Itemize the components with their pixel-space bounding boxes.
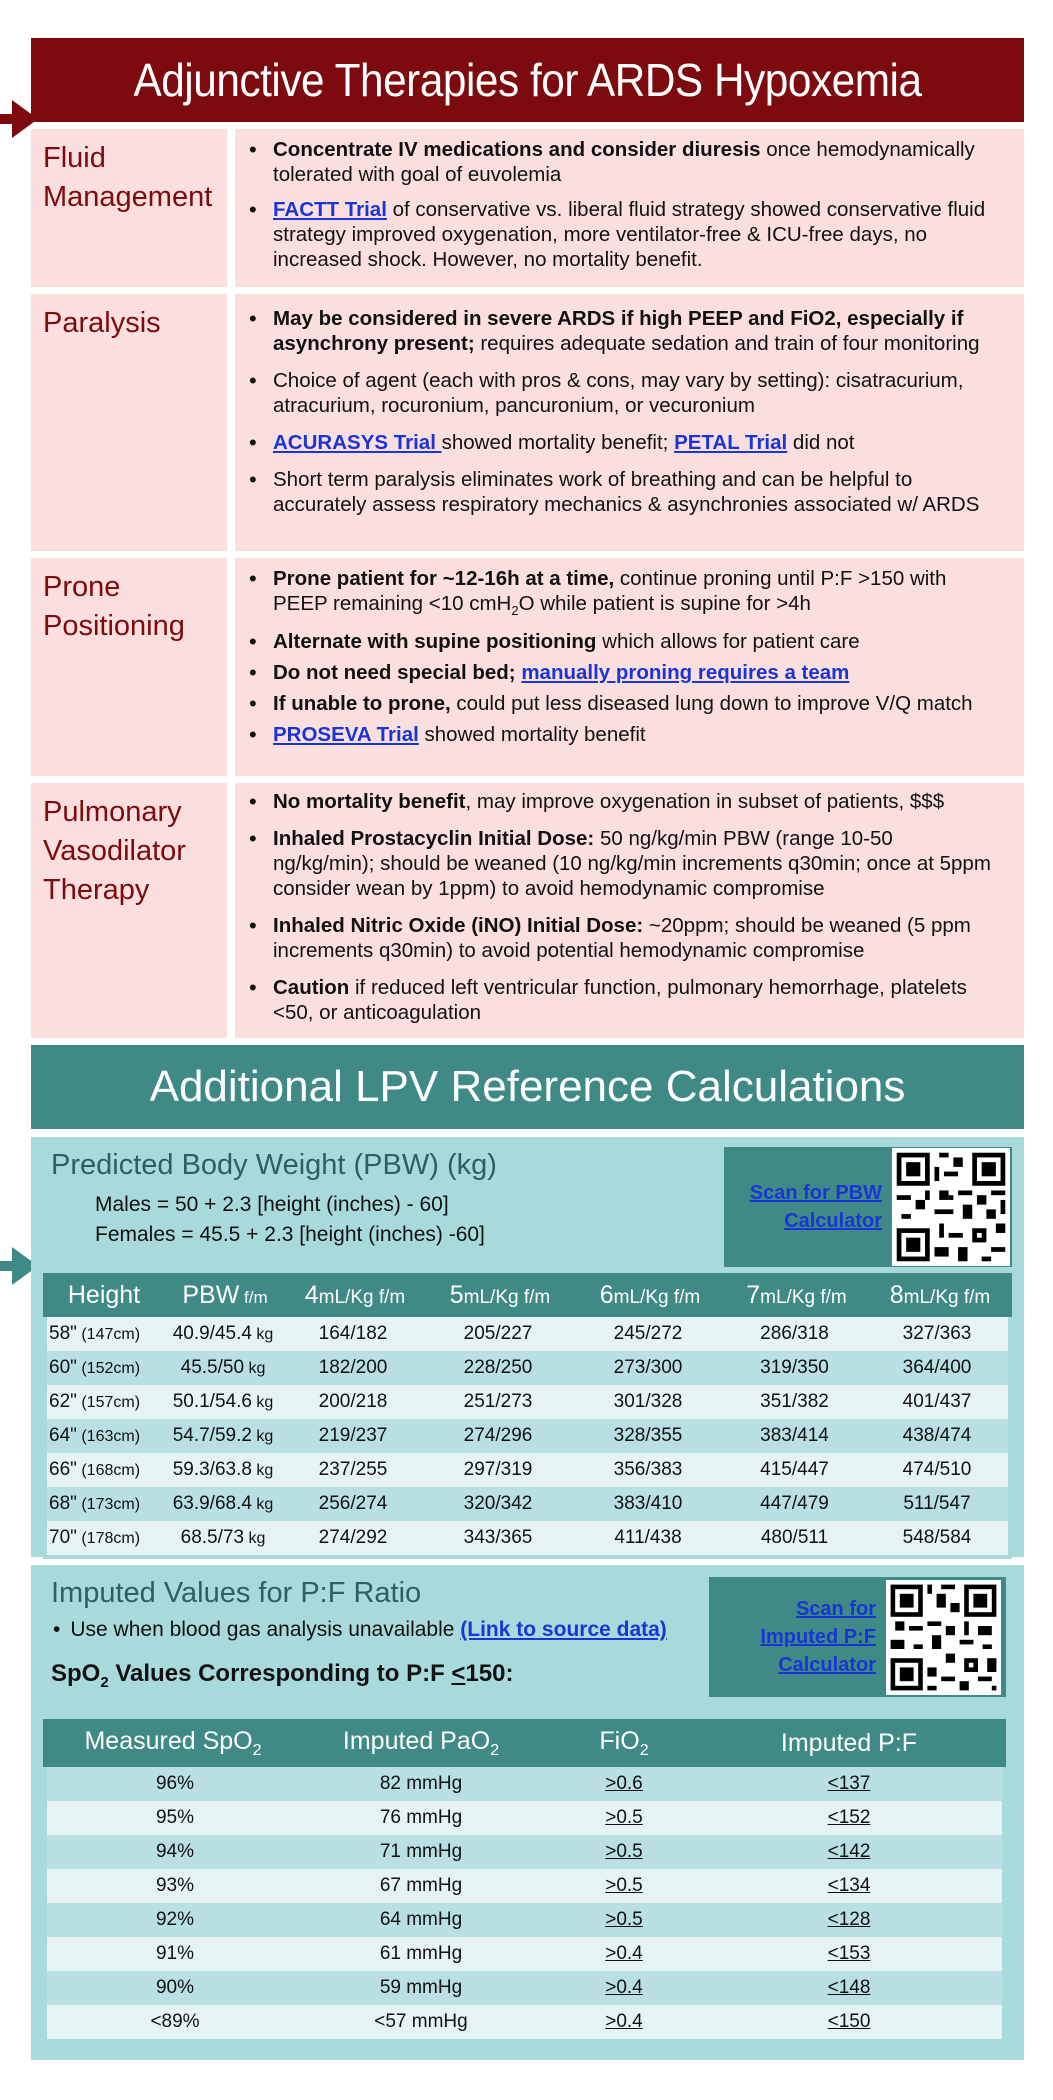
bullet-item	[249, 789, 994, 814]
bullet-item	[249, 975, 994, 1025]
bullet-item	[249, 722, 994, 747]
table-row	[47, 2005, 1002, 2039]
cell-pf: <137	[827, 1773, 871, 1794]
cell-5ml: 205/227	[463, 1323, 533, 1344]
cell-8ml: 438/474	[902, 1425, 972, 1446]
cell-6ml: 383/410	[613, 1493, 683, 1514]
cell-pf: <148	[827, 1977, 871, 1998]
cell-pao2: 71 mmHg	[379, 1841, 463, 1862]
cell-spo2: 95%	[155, 1807, 195, 1828]
cell-pbw: 50.1/54.6 kg	[172, 1391, 274, 1412]
bullet-bold: Prone patient for ~12-16h at a time,	[273, 567, 615, 590]
section-label: Paralysis	[31, 294, 227, 551]
table-row	[47, 1521, 1008, 1555]
pbw-panel	[31, 1137, 1024, 1557]
factt-trial-link[interactable]: FACTT Trial	[273, 198, 387, 221]
cell-6ml: 411/438	[614, 1527, 682, 1548]
cell-4ml: 164/182	[318, 1323, 388, 1344]
col-imputed-pao2: Imputed PaO$_2$	[342, 1726, 500, 1759]
pf-title: Imputed Values for P:F Ratio	[51, 1577, 422, 1609]
cell-pao2: 67 mmHg	[379, 1875, 463, 1896]
bullet-item	[249, 430, 994, 455]
section-fluid-management	[31, 129, 1024, 287]
bullet-bold: Caution	[273, 976, 350, 999]
qr-code-icon	[886, 1580, 1001, 1695]
cell-fio2: >0.6	[605, 1773, 643, 1794]
subscript: 2	[511, 603, 519, 619]
source-data-link[interactable]: (Link to source data)	[460, 1618, 667, 1641]
bullet-text: showed mortality benefit	[418, 723, 646, 747]
cell-6ml: 245/272	[613, 1323, 683, 1344]
cell-pbw: 40.9/45.4 kg	[172, 1323, 274, 1344]
bullet-text: did not	[787, 431, 855, 454]
cell-pbw: 59.3/63.8 kg	[172, 1459, 274, 1480]
bullet-item	[249, 566, 994, 623]
bullet-item	[249, 467, 994, 517]
cell-pf: <142	[827, 1841, 871, 1862]
table-row	[47, 1869, 1002, 1903]
section-body	[235, 294, 1024, 551]
bullet-text: could put less diseased lung down to improve V/Q match	[450, 692, 973, 716]
cell-fio2: >0.4	[605, 2011, 643, 2032]
cell-4ml: 256/274	[318, 1493, 388, 1514]
cell-5ml: 251/273	[463, 1391, 533, 1412]
bullet-text: if reduced left ventricular function, pulmonary hemorrhage, platelets <50, or anticoagulation	[273, 976, 967, 1024]
bullet-bold: Inhaled Nitric Oxide (iNO) Initial Dose:	[273, 914, 644, 937]
section-body	[235, 129, 1024, 287]
cell-8ml: 511/547	[903, 1493, 971, 1514]
pf-calculator-link[interactable]: Scan for Imputed P:F Calculator	[760, 1598, 876, 1676]
bullet-text: ~20ppm; should be weaned (5 ppm increments q30min) to avoid potential hemodynamic compromise	[273, 914, 971, 962]
cell-height: 60" (152cm)	[49, 1357, 141, 1378]
cell-spo2: 90%	[155, 1977, 195, 1998]
bullet-bold: May be considered in severe ARDS if high PEEP and FiO2, especially if asynchrony present;	[273, 307, 964, 355]
cell-8ml: 327/363	[902, 1323, 972, 1344]
cell-fio2: >0.5	[605, 1807, 643, 1828]
cell-6ml: 328/355	[613, 1425, 683, 1446]
table-row	[47, 1971, 1002, 2005]
table-row	[47, 1903, 1002, 1937]
table-row	[47, 1385, 1008, 1419]
bullet-item	[249, 691, 994, 716]
pbw-formula-males: Males = 50 + 2.3 [height (inches) - 60]	[95, 1193, 449, 1216]
cell-height: 62" (157cm)	[49, 1391, 141, 1412]
cell-pao2: 61 mmHg	[379, 1943, 463, 1964]
cell-fio2: >0.4	[605, 1943, 643, 1964]
bullet-text: once hemodynamically tolerated with goal of euvolemia	[273, 138, 975, 186]
cell-pf: <134	[827, 1875, 871, 1896]
table-row	[47, 1317, 1008, 1351]
cell-height: 68" (173cm)	[49, 1493, 141, 1514]
cell-8ml: 474/510	[902, 1459, 972, 1480]
cell-pbw: 45.5/50 kg	[180, 1357, 266, 1378]
cell-4ml: 200/218	[318, 1391, 388, 1412]
cell-fio2: >0.4	[605, 1977, 643, 1998]
section-body	[235, 783, 1024, 1038]
pbw-table-header	[43, 1273, 1012, 1317]
bullet-text: Short term paralysis eliminates work of breathing and can be helpful to accurately assess respiratory mechanics & asynchronies associated w/ ARDS	[273, 468, 980, 516]
petal-trial-link[interactable]: PETAL Trial	[674, 431, 788, 454]
bullet-text: Use when blood gas analysis unavailable	[70, 1618, 461, 1641]
bullet-item	[249, 137, 994, 187]
bullet-text: O while patient is supine for >4h	[518, 592, 811, 615]
bullet-item	[249, 826, 994, 901]
pbw-table	[43, 1273, 1012, 1559]
bullet-text: Choice of agent (each with pros & cons, may vary by setting): cisatracurium, atracurium, rocuronium, pancuronium, or vecuronium	[273, 369, 964, 417]
pbw-formula-females: Females = 45.5 + 2.3 [height (inches) -60]	[95, 1223, 485, 1246]
cell-height: 58" (147cm)	[49, 1323, 141, 1344]
bullet-text: , may improve oxygenation in subset of patients, $$$	[465, 790, 945, 813]
cell-7ml: 351/382	[760, 1391, 829, 1412]
section-label: Prone Positioning	[31, 558, 227, 776]
cell-7ml: 447/479	[760, 1493, 829, 1514]
cell-pf: <152	[827, 1807, 871, 1828]
bullet-item	[249, 306, 994, 356]
section-paralysis	[31, 294, 1024, 551]
cell-fio2: >0.5	[605, 1841, 643, 1862]
cell-height: 70" (178cm)	[49, 1527, 141, 1548]
manual-proning-link[interactable]: manually proning requires a team	[521, 661, 850, 685]
cell-pao2: 64 mmHg	[379, 1909, 463, 1930]
bullet-item	[249, 197, 994, 272]
bullet-bold: Concentrate IV medications and consider diuresis	[273, 138, 761, 161]
table-row	[47, 1419, 1008, 1453]
pf-subheading: SpO$_2$ Values Corresponding to P:F <150:	[51, 1660, 514, 1691]
pbw-table-rows	[43, 1317, 1012, 1559]
bullet-text: showed mortality benefit;	[441, 431, 675, 454]
lpv-section-title: Additional LPV Reference Calculations	[31, 1045, 1024, 1129]
table-row	[47, 1801, 1002, 1835]
pbw-qr-card[interactable]	[724, 1147, 1012, 1267]
table-row	[47, 1487, 1008, 1521]
cell-pbw: 54.7/59.2 kg	[172, 1425, 274, 1446]
col-5ml: 5mL/Kg f/m	[449, 1280, 551, 1309]
acurasys-trial-link[interactable]: ACURASYS Trial	[273, 431, 442, 454]
cell-fio2: >0.5	[605, 1875, 643, 1896]
page	[31, 38, 1024, 2060]
cell-spo2: 93%	[155, 1875, 195, 1896]
proseva-trial-link[interactable]: PROSEVA Trial	[273, 723, 419, 747]
cell-7ml: 480/511	[760, 1527, 829, 1548]
pf-qr-card[interactable]	[709, 1577, 1006, 1697]
cell-4ml: 274/292	[318, 1527, 388, 1548]
pbw-title: Predicted Body Weight (PBW) (kg)	[51, 1149, 497, 1181]
table-row	[47, 1351, 1008, 1385]
cell-4ml: 237/255	[318, 1459, 388, 1480]
bullet-item	[249, 368, 994, 418]
cell-5ml: 274/296	[463, 1425, 533, 1446]
cell-6ml: 356/383	[613, 1459, 683, 1480]
cell-4ml: 219/237	[318, 1425, 388, 1446]
cell-6ml: 273/300	[613, 1357, 683, 1378]
bullet-dot: •	[53, 1618, 61, 1641]
section-label: Pulmonary Vasodilator Therapy	[31, 783, 227, 1038]
bullet-bold: No mortality benefit	[273, 790, 466, 813]
title-banner	[31, 38, 1024, 122]
cell-7ml: 383/414	[760, 1425, 829, 1446]
section-body	[235, 558, 1024, 776]
cell-pao2: 82 mmHg	[379, 1773, 463, 1794]
cell-spo2: 91%	[155, 1943, 195, 1964]
qr-code-icon	[892, 1148, 1010, 1266]
col-measured-spo2: Measured SpO$_2$	[84, 1726, 262, 1759]
col-imputed-pf: Imputed P:F	[780, 1728, 918, 1757]
cell-5ml: 320/342	[463, 1493, 533, 1514]
cell-height: 66" (168cm)	[49, 1459, 141, 1480]
bullet-item	[249, 660, 994, 685]
col-height: Height	[67, 1280, 141, 1309]
table-row	[47, 1937, 1002, 1971]
col-8ml: 8mL/Kg f/m	[889, 1280, 991, 1309]
cell-pao2: 76 mmHg	[379, 1807, 463, 1828]
cell-spo2: 92%	[155, 1909, 195, 1930]
cell-5ml: 297/319	[463, 1459, 533, 1480]
cell-8ml: 548/584	[902, 1527, 972, 1548]
cell-spo2: 94%	[155, 1841, 195, 1862]
section-label: Fluid Management	[31, 129, 227, 287]
bullet-text: requires adequate sedation and train of four monitoring	[474, 332, 980, 355]
bullet-item	[249, 629, 994, 654]
col-7ml: 7mL/Kg f/m	[746, 1280, 847, 1309]
cell-spo2: 96%	[155, 1773, 195, 1794]
cell-height: 64" (163cm)	[49, 1425, 141, 1446]
table-row	[47, 1767, 1002, 1801]
cell-5ml: 228/250	[463, 1357, 533, 1378]
bullet-text: of conservative vs. liberal fluid strategy showed conservative fluid strategy improved oxygenation, more ventilator-free & ICU-free days, no increased shock. However, no mortality benefit.	[273, 198, 986, 271]
cell-pf: <150	[827, 2011, 871, 2032]
bullet-item	[249, 913, 994, 963]
cell-6ml: 301/328	[613, 1391, 683, 1412]
col-6ml: 6mL/Kg f/m	[599, 1280, 701, 1309]
cell-pao2: 59 mmHg	[379, 1977, 463, 1998]
table-row	[47, 1453, 1008, 1487]
cell-8ml: 364/400	[902, 1357, 972, 1378]
bullet-bold: Do not need special bed;	[273, 661, 522, 685]
cell-pbw: 68.5/73 kg	[180, 1527, 266, 1548]
col-4ml: 4mL/Kg f/m	[304, 1280, 406, 1309]
cell-7ml: 415/447	[760, 1459, 829, 1480]
bullet-bold: Inhaled Prostacyclin Initial Dose:	[273, 827, 595, 850]
pf-table-header	[43, 1719, 1006, 1767]
cell-8ml: 401/437	[902, 1391, 972, 1412]
cell-7ml: 286/318	[760, 1323, 829, 1344]
cell-5ml: 343/365	[463, 1527, 533, 1548]
cell-pbw: 63.9/68.4 kg	[172, 1493, 274, 1514]
col-fio2: FiO$_2$	[599, 1726, 649, 1759]
cell-fio2: >0.5	[605, 1909, 643, 1930]
cell-pao2: <57 mmHg	[374, 2011, 468, 2032]
table-row	[47, 1835, 1002, 1869]
pf-table	[43, 1719, 1006, 2043]
section-prone-positioning	[31, 558, 1024, 776]
bullet-bold: If unable to prone,	[273, 692, 451, 716]
pf-panel	[31, 1565, 1024, 2060]
bullet-text: continue proning until P:F >150 with PEEP remaining <10 cmH	[273, 567, 947, 615]
cell-spo2: <89%	[150, 2011, 200, 2032]
page-title: Adjunctive Therapies for ARDS Hypoxemia	[71, 38, 985, 122]
cell-4ml: 182/200	[318, 1357, 388, 1378]
cell-pf: <153	[827, 1943, 871, 1964]
bullet-text: 50 ng/kg/min PBW (range 10-50 ng/kg/min); should be weaned (10 ng/kg/min increments q30min; once at 5ppm consider wean by 1ppm) to avoid hemodynamic compromise	[273, 827, 991, 900]
pbw-calculator-link[interactable]: Scan for PBW Calculator	[749, 1182, 882, 1232]
cell-pf: <128	[827, 1909, 871, 1930]
bullet-bold: Alternate with supine positioning	[273, 630, 597, 654]
cell-7ml: 319/350	[760, 1357, 829, 1378]
bullet-text: which allows for patient care	[596, 630, 860, 654]
col-pbw: PBW f/m	[182, 1280, 268, 1309]
pf-table-rows	[43, 1767, 1006, 2043]
section-pulmonary-vasodilator	[31, 783, 1024, 1038]
